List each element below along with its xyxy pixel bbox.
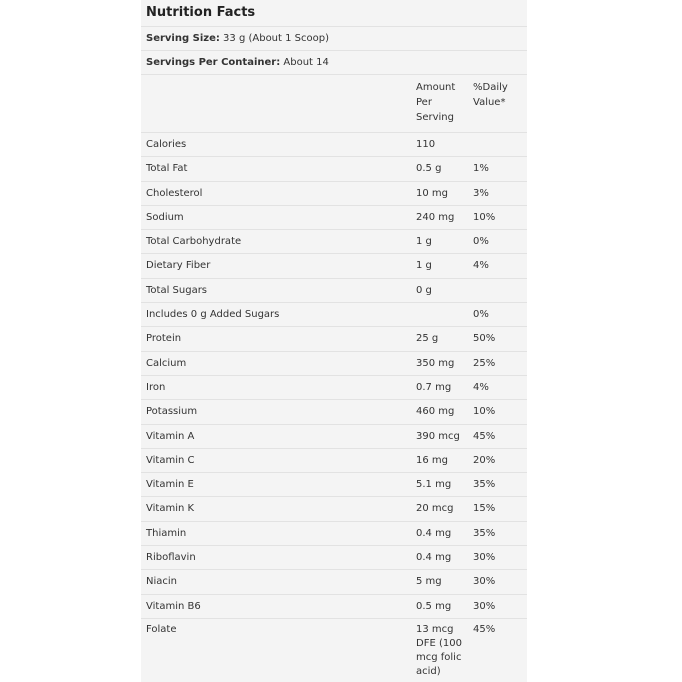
nutrient-name: Niacin xyxy=(141,570,411,594)
nutrient-daily-value: 15% xyxy=(468,497,527,521)
nutrient-amount: 0.5 g xyxy=(411,157,468,181)
table-row xyxy=(141,181,527,205)
table-row xyxy=(141,254,527,278)
nutrient-amount: 1 g xyxy=(411,254,468,278)
nutrient-daily-value: 30% xyxy=(468,594,527,618)
table-header-row xyxy=(141,75,527,133)
nutrient-daily-value: 4% xyxy=(468,254,527,278)
nutrient-amount: 13 mcg DFE (100 mcg folic acid) xyxy=(411,618,468,682)
nutrient-name: Total Carbohydrate xyxy=(141,230,411,254)
nutrient-daily-value: 0% xyxy=(468,230,527,254)
nutrient-name: Vitamin A xyxy=(141,424,411,448)
nutrient-daily-value: 20% xyxy=(468,448,527,472)
table-row xyxy=(141,594,527,618)
table-row xyxy=(141,546,527,570)
table-row xyxy=(141,618,527,682)
nutrient-amount: 110 xyxy=(411,133,468,157)
table-row xyxy=(141,351,527,375)
nutrient-daily-value: 10% xyxy=(468,400,527,424)
nutrient-amount: 1 g xyxy=(411,230,468,254)
servings-per-container-value: About 14 xyxy=(283,57,329,68)
nutrient-daily-value: 35% xyxy=(468,473,527,497)
nutrient-name: Potassium xyxy=(141,400,411,424)
nutrient-name: Includes 0 g Added Sugars xyxy=(141,303,411,327)
table-row xyxy=(141,570,527,594)
nutrient-amount: 10 mg xyxy=(411,181,468,205)
table-row xyxy=(141,375,527,399)
nutrient-daily-value: 1% xyxy=(468,157,527,181)
nutrient-daily-value: 10% xyxy=(468,205,527,229)
nutrient-column-header xyxy=(141,75,411,133)
nutrient-amount: 350 mg xyxy=(411,351,468,375)
nutrition-table xyxy=(141,75,527,682)
nutrient-name: Iron xyxy=(141,375,411,399)
nutrient-amount: 0 g xyxy=(411,278,468,302)
nutrient-daily-value: 45% xyxy=(468,424,527,448)
nutrient-amount xyxy=(411,303,468,327)
nutrient-amount: 16 mg xyxy=(411,448,468,472)
amount-column-header: Amount Per Serving xyxy=(411,75,468,133)
nutrient-daily-value: 4% xyxy=(468,375,527,399)
table-row xyxy=(141,473,527,497)
nutrient-rows xyxy=(141,133,527,682)
nutrient-daily-value: 30% xyxy=(468,570,527,594)
nutrient-daily-value: 3% xyxy=(468,181,527,205)
nutrient-daily-value: 30% xyxy=(468,546,527,570)
nutrient-amount: 5 mg xyxy=(411,570,468,594)
table-row xyxy=(141,278,527,302)
table-row xyxy=(141,205,527,229)
nutrient-daily-value: 50% xyxy=(468,327,527,351)
nutrient-daily-value xyxy=(468,278,527,302)
table-row xyxy=(141,448,527,472)
nutrient-daily-value: 0% xyxy=(468,303,527,327)
nutrient-name: Vitamin C xyxy=(141,448,411,472)
nutrient-name: Total Fat xyxy=(141,157,411,181)
table-row xyxy=(141,230,527,254)
nutrient-name: Total Sugars xyxy=(141,278,411,302)
nutrition-facts-panel xyxy=(141,0,527,682)
nutrient-amount: 25 g xyxy=(411,327,468,351)
table-row xyxy=(141,303,527,327)
nutrient-name: Dietary Fiber xyxy=(141,254,411,278)
nutrient-name: Calcium xyxy=(141,351,411,375)
nutrient-name: Sodium xyxy=(141,205,411,229)
table-row xyxy=(141,133,527,157)
nutrient-daily-value: 45% xyxy=(468,618,527,682)
table-row xyxy=(141,400,527,424)
nutrient-amount: 390 mcg xyxy=(411,424,468,448)
nutrient-name: Thiamin xyxy=(141,521,411,545)
nutrient-amount: 460 mg xyxy=(411,400,468,424)
nutrient-name: Vitamin E xyxy=(141,473,411,497)
table-row xyxy=(141,157,527,181)
nutrient-name: Protein xyxy=(141,327,411,351)
nutrient-name: Folate xyxy=(141,618,411,682)
nutrient-amount: 0.4 mg xyxy=(411,546,468,570)
nutrient-amount: 0.5 mg xyxy=(411,594,468,618)
table-row xyxy=(141,424,527,448)
servings-per-container-row xyxy=(141,51,527,75)
nutrient-daily-value xyxy=(468,133,527,157)
panel-title: Nutrition Facts xyxy=(141,0,527,27)
servings-per-container-label: Servings Per Container: xyxy=(146,57,281,68)
nutrient-name: Vitamin B6 xyxy=(141,594,411,618)
nutrient-daily-value: 25% xyxy=(468,351,527,375)
table-row xyxy=(141,327,527,351)
nutrient-amount: 5.1 mg xyxy=(411,473,468,497)
serving-size-label: Serving Size: xyxy=(146,33,220,44)
nutrient-amount: 240 mg xyxy=(411,205,468,229)
serving-size-value: 33 g (About 1 Scoop) xyxy=(223,33,329,44)
nutrient-name: Vitamin K xyxy=(141,497,411,521)
nutrient-name: Riboflavin xyxy=(141,546,411,570)
serving-size-row xyxy=(141,27,527,51)
nutrient-amount: 20 mcg xyxy=(411,497,468,521)
table-row xyxy=(141,521,527,545)
nutrient-name: Cholesterol xyxy=(141,181,411,205)
nutrient-daily-value: 35% xyxy=(468,521,527,545)
nutrient-amount: 0.7 mg xyxy=(411,375,468,399)
table-row xyxy=(141,497,527,521)
nutrient-amount: 0.4 mg xyxy=(411,521,468,545)
nutrient-name: Calories xyxy=(141,133,411,157)
daily-value-column-header: %Daily Value* xyxy=(468,75,527,133)
